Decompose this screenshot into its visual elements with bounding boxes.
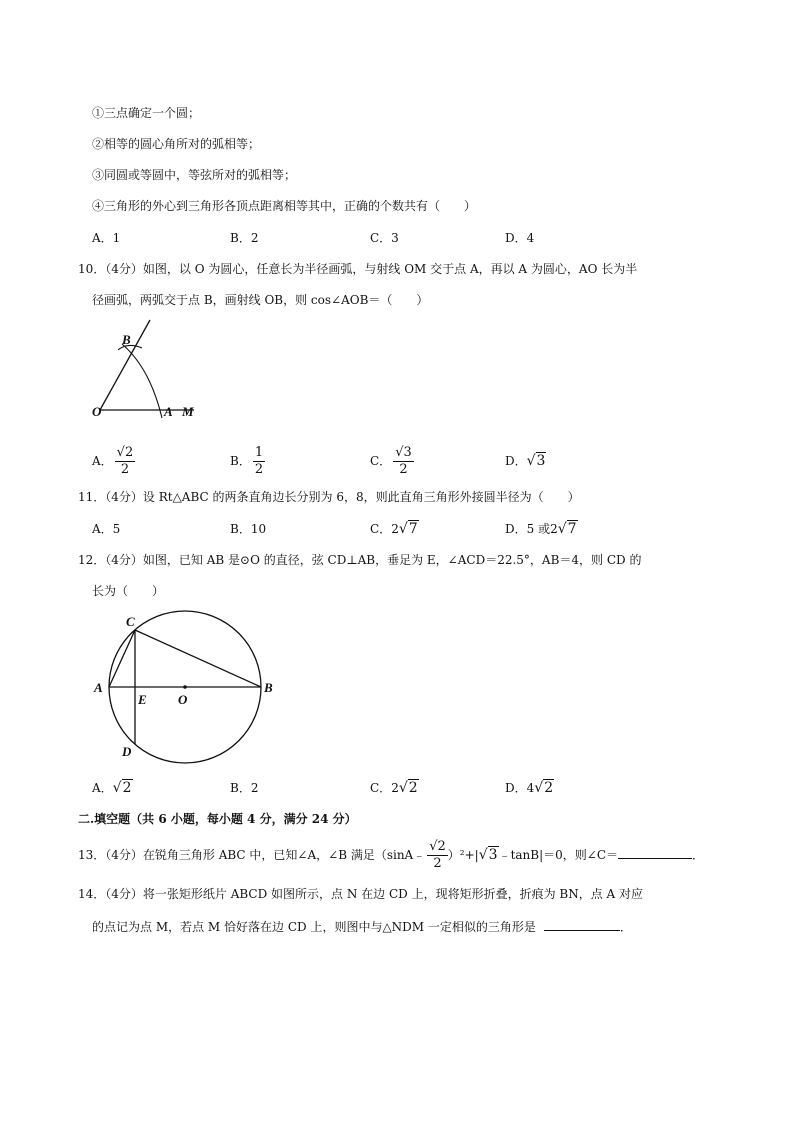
q13-radicand: 3 <box>488 847 498 863</box>
q10-option-c <box>370 441 414 481</box>
q14-answer-blank[interactable] <box>544 916 620 931</box>
q12-option-c-prefix: C． <box>370 781 392 795</box>
q10-option-a <box>92 441 135 481</box>
label-b: B <box>264 680 273 695</box>
q11-option-c-prefix: C． <box>370 522 392 536</box>
label-a: A <box>94 680 103 695</box>
label-e: E <box>138 692 147 707</box>
q9-statement-4: ④三角形的外心到三角形各顶点距离相等其中，正确的个数共有（ ） <box>92 199 477 213</box>
q10-option-a-numerator: √2 <box>116 445 134 460</box>
q10-text-line-1: 10．（4分）如图，以 O 为圆心，任意长为半径画弧，与射线 OM 交于点 A，再以 A 为圆心，AO 长为半 <box>78 262 638 276</box>
label-c: C <box>126 614 135 629</box>
q13-frac-denominator: 2 <box>433 856 442 871</box>
q11-option-b: B．10 <box>230 522 267 536</box>
q10-option-c-prefix: C． <box>370 454 392 468</box>
q9-option-b: B．2 <box>230 231 259 245</box>
label-d: D <box>122 744 132 759</box>
q12-option-d-radicand: 2 <box>544 780 554 796</box>
q11-option-d-prefix: D．5 或 <box>505 522 551 536</box>
section-heading-fill-in: 二.填空题（共 6 小题，每小题 4 分，满分 24 分） <box>78 812 357 826</box>
q12-option-c-radicand: 2 <box>408 780 418 796</box>
q14-text-end: ． <box>619 920 632 934</box>
q11-text-line-1: 11．（4分）设 Rt△ABC 的两条直角边长分别为 6，8，则此直角三角形外接圆半径为（ ） <box>78 490 580 504</box>
q11-option-d: D．5 或2√7 <box>505 521 577 537</box>
q10-option-c-denominator: 2 <box>399 462 408 477</box>
q10-option-a-denominator: 2 <box>120 462 130 477</box>
q13-text-post: ﹣tanB|＝0，则∠C＝ <box>498 848 619 862</box>
q9-option-d: D．4 <box>505 231 535 245</box>
q13-text: 13．（4分）在锐角三角形 ABC 中，已知∠A，∠B 满足（sinA﹣ $\frac{√2}{2}$ ）²+|√3﹣tanB|＝0，则∠C＝ ． <box>78 839 705 871</box>
q10-option-d: D．√3 <box>505 453 546 469</box>
q10-option-b <box>230 441 265 481</box>
segment-cb <box>135 630 261 687</box>
label-m: M <box>182 404 194 419</box>
label-b: B <box>122 332 131 347</box>
q12-option-a-radicand: 2 <box>122 780 132 796</box>
q9-statement-3: ③同圆或等圆中，等弦所对的弧相等； <box>92 168 297 182</box>
q14-text-line-1: 14．（4分）将一张矩形纸片 ABCD 如图所示，点 N 在边 CD 上，现将矩形折叠，折痕为 BN，点 A 对应 <box>78 887 644 901</box>
q12-option-b: B．2 <box>230 781 259 795</box>
q10-option-d-prefix: D． <box>505 454 527 468</box>
q12-option-c-coef: 2 <box>391 781 399 795</box>
q12-option-d-coef: 4 <box>526 781 535 795</box>
q12-option-a-prefix: A． <box>92 781 113 795</box>
q10-text-line-2: 径画弧，两弧交于点 B，画射线 OB，则 cos∠AOB＝（ ） <box>92 293 429 307</box>
q13-answer-blank[interactable] <box>618 844 692 859</box>
center-point-o <box>183 685 187 689</box>
label-o: O <box>92 404 102 419</box>
q10-option-b-denominator: 2 <box>254 462 264 477</box>
q13-text-pre: 13．（4分）在锐角三角形 ABC 中，已知∠A，∠B 满足（sinA﹣ <box>78 848 426 862</box>
q13-text-end: ． <box>692 848 705 862</box>
label-o: O <box>178 692 188 707</box>
q9-statement-1: ①三点确定一个圆； <box>92 106 201 120</box>
q10-option-b-prefix: B． <box>230 454 251 468</box>
q12-text-line-1: 12．（4分）如图，已知 AB 是⊙O 的直径，弦 CD⊥AB，垂足为 E，∠ACD＝22.5°，AB＝4，则 CD 的 <box>78 553 642 567</box>
arc-from-o <box>122 344 162 418</box>
q12-option-c: C．2√2 <box>370 780 418 796</box>
q14-text-line-2 <box>92 916 632 936</box>
q12-text-line-2: 长为（ ） <box>92 584 165 598</box>
q13-text-mid: ）²+| <box>447 848 479 862</box>
q11-option-d-radicand: 7 <box>567 521 577 537</box>
q11-option-c-coef: 2 <box>391 522 399 536</box>
q9-option-c: C．3 <box>370 231 399 245</box>
segment-ac <box>109 630 135 687</box>
label-a: A <box>164 404 173 419</box>
q9-option-a: A．1 <box>92 231 121 245</box>
q10-figure <box>88 318 198 422</box>
q12-figure <box>88 606 288 766</box>
q10-option-d-radicand: 3 <box>536 453 546 469</box>
q10-option-c-numerator: √3 <box>395 445 412 460</box>
q13-frac-numerator: √2 <box>429 839 446 854</box>
q9-statement-2: ②相等的圆心角所对的弧相等； <box>92 137 261 151</box>
q10-option-b-numerator: 1 <box>254 445 264 460</box>
q14-text-line-2-content: 的点记为点 M，若点 M 恰好落在边 CD 上，则图中与△NDM 一定相似的三角形是 <box>92 920 536 934</box>
q12-option-a: A．√2 <box>92 780 132 796</box>
q12-option-d-prefix: D． <box>505 781 527 795</box>
q11-option-c: C．2√7 <box>370 521 418 537</box>
q10-option-a-prefix: A． <box>92 454 113 468</box>
q12-option-d: D．4√2 <box>505 780 554 796</box>
q11-option-d-coef: 2 <box>550 522 558 536</box>
q11-option-a: A．5 <box>92 522 121 536</box>
q11-option-c-radicand: 7 <box>408 521 418 537</box>
